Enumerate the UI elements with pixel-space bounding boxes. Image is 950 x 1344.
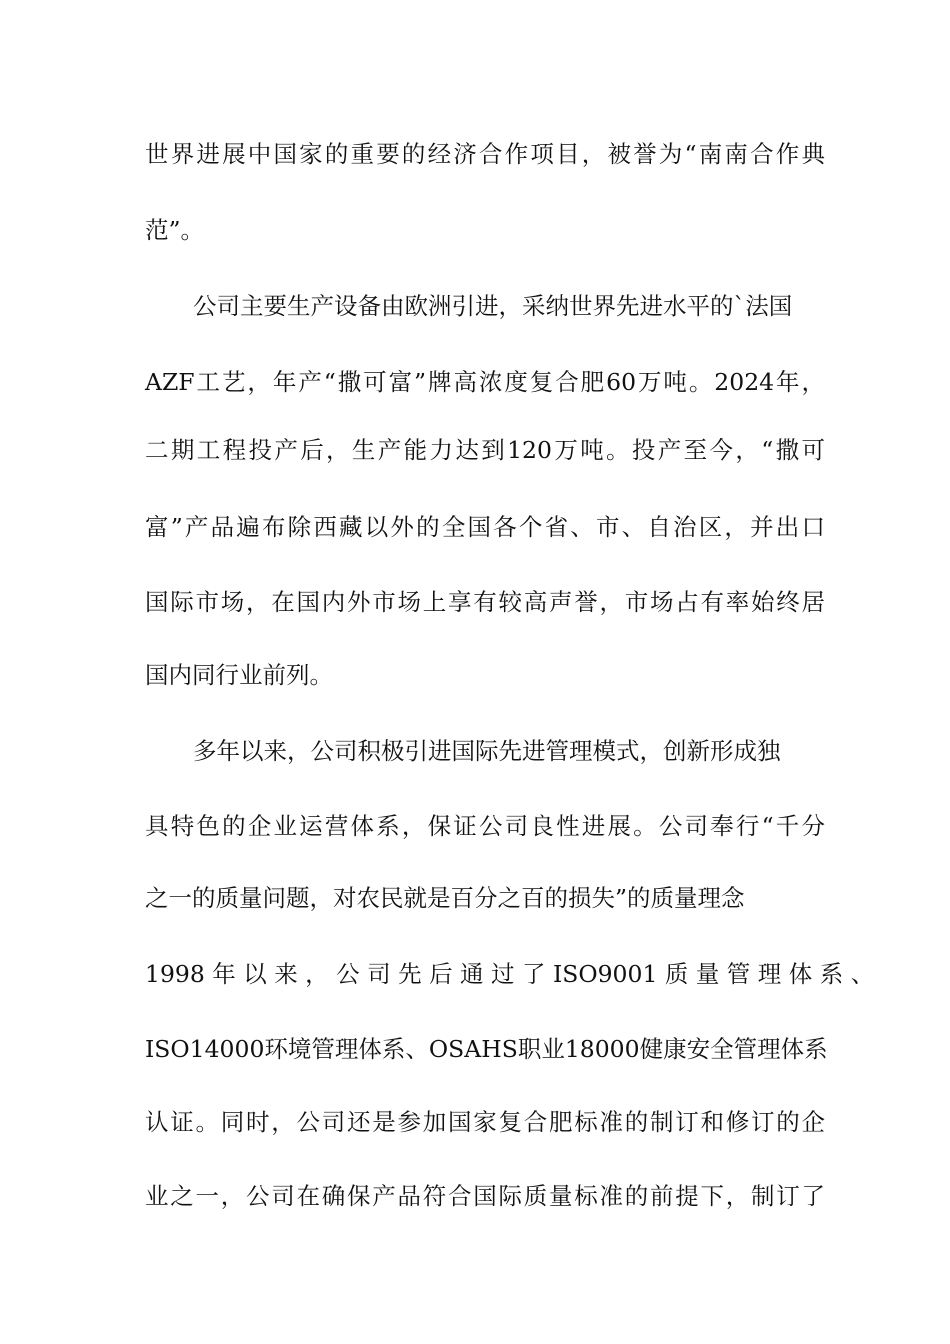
text-line: 之一的质量问题，对农民就是百分之百的损失”的质量理念 xyxy=(145,884,745,912)
text-line: ISO14000环境管理体系、OSAHS职业18000健康安全管理体系 xyxy=(145,1035,828,1063)
text-line: 业之一，公司在确保产品符合国际质量标准的前提下，制订了 xyxy=(145,1182,825,1210)
paragraph-first-line: 公司主要生产设备由欧洲引进，采纳世界先进水平的`法国 xyxy=(193,292,793,320)
paragraph-first-line: 多年以来，公司积极引进国际先进管理模式，创新形成独 xyxy=(193,737,781,765)
text-line: 1998 年 以 来 ， 公 司 先 后 通 过 了 ISO9001 质 量 管 理 体 系 、 xyxy=(145,960,875,988)
text-line: 二期工程投产后，生产能力达到120万吨。投产至今，“撒可 xyxy=(145,436,825,464)
text-line: AZF工艺，年产“撒可富”牌高浓度复合肥60万吨。2024年， xyxy=(145,368,825,396)
text-line: 具特色的企业运营体系，保证公司良性进展。公司奉行“千分 xyxy=(145,812,825,840)
text-line: 国际市场，在国内外市场上享有较高声誉，市场占有率始终居 xyxy=(145,588,825,616)
text-line: 国内同行业前列。 xyxy=(145,661,333,689)
text-line: 富”产品遍布除西藏以外的全国各个省、市、自治区，并出口 xyxy=(145,513,825,541)
text-line: 认证。同时，公司还是参加国家复合肥标准的制订和修订的企 xyxy=(145,1108,825,1136)
text-line: 世界进展中国家的重要的经济合作项目，被誉为“南南合作典 xyxy=(145,140,825,168)
text-line: 范”。 xyxy=(145,216,205,244)
